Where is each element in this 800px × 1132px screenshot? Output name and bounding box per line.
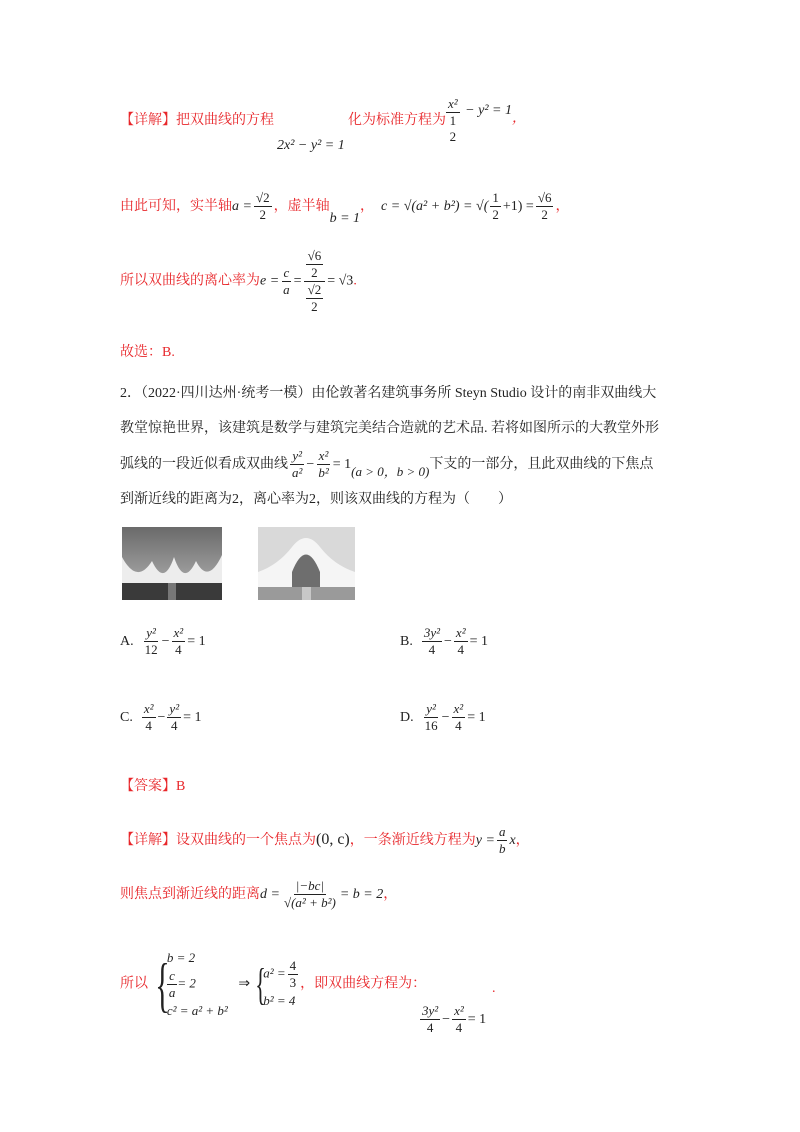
solution2-line-2: [120, 876, 397, 914]
rhs: = 2: [177, 975, 196, 991]
option-a[interactable]: A. $\frac{\text{y²}}{12}$ − $\frac{\text{x²}}{4}$ = 1: [120, 625, 206, 658]
c-plus: +1) =: [502, 199, 534, 214]
text: ，虚半轴: [273, 199, 330, 214]
rhs: = 1: [187, 634, 206, 649]
denominator: 12: [144, 642, 158, 658]
left-brace: {: [155, 951, 170, 1018]
text: 下支的一部分，且此双曲线的下焦点: [429, 457, 654, 472]
denominator: b: [498, 841, 506, 857]
text: ，即双曲线方程为：: [300, 976, 427, 992]
comma: ，: [360, 199, 375, 214]
numerator: c: [169, 968, 175, 983]
e-eq: e =: [260, 273, 280, 289]
rhs: = 1: [469, 634, 488, 649]
text: 把双曲线的方程: [176, 113, 274, 128]
numerator: 3y²: [423, 625, 441, 641]
choice-line: 故选：B.: [120, 345, 175, 360]
solution-line-2: [120, 188, 569, 226]
denominator: 4: [426, 1020, 434, 1036]
text: 弧线的一段近似看成双曲线: [120, 457, 288, 472]
solution2-line-3: [120, 948, 426, 1021]
denominator: a: [168, 985, 176, 1000]
numerator: √6: [537, 190, 552, 206]
numerator: y²: [292, 448, 303, 464]
question-line-4: 到渐近线的距离为2，离心率为2，则该双曲线的方程为（ ）: [120, 492, 512, 507]
numerator: c: [283, 265, 290, 280]
solution2-line-1: [120, 822, 530, 859]
numerator: y²: [146, 625, 156, 641]
y-eq: y =: [475, 833, 495, 848]
x: x: [509, 833, 516, 848]
condition: (a > 0，b > 0): [351, 464, 430, 479]
equation-rest: − y² = 1: [465, 103, 512, 118]
denominator: 4: [145, 718, 152, 734]
equation-original: 2x² − y² = 1: [277, 138, 345, 153]
text: ，一条渐近线方程为: [349, 833, 476, 848]
comma: ，: [511, 111, 526, 126]
answer-line: [120, 778, 185, 796]
denominator: 2: [259, 207, 267, 223]
numerator: 4: [289, 958, 297, 973]
denominator: 3: [289, 975, 297, 990]
denominator: a²: [292, 465, 303, 481]
denominator: 16: [424, 718, 438, 734]
result: = √3: [327, 273, 354, 289]
numerator: |−bc|: [295, 878, 324, 894]
denominator: 4: [455, 718, 462, 734]
text: 所以双曲线的离心率为: [120, 273, 260, 289]
numerator: x²: [318, 448, 329, 464]
denominator: 4: [175, 642, 182, 658]
denominator: √(a² + b²): [283, 895, 336, 911]
rhs: = 1: [467, 1012, 487, 1027]
option-label: D.: [400, 710, 414, 725]
denominator: b²: [318, 465, 329, 481]
answer-label: 【答案】: [120, 779, 176, 794]
detail-label: 【详解】: [120, 113, 176, 128]
denominator: 2: [492, 207, 499, 223]
numerator: √2: [307, 282, 322, 297]
text: 所以: [120, 976, 148, 992]
cathedral-photo-arch: [258, 527, 355, 600]
numerator: y²: [169, 701, 180, 717]
denominator-2: 2: [449, 129, 457, 144]
final-equation: [418, 1000, 486, 1040]
option-b[interactable]: B. $\frac{\text{3y²}}{4}$ − $\frac{\text{x²}}{4}$ = 1: [400, 625, 488, 658]
numerator: x²: [453, 701, 464, 717]
numerator: a: [498, 824, 506, 840]
lhs: a² =: [263, 965, 286, 981]
denominator: 2: [311, 265, 318, 280]
cathedral-photo-exterior: [122, 527, 222, 600]
option-label: A.: [120, 634, 134, 649]
numerator: x²: [173, 625, 184, 641]
question-line-3: [120, 446, 653, 483]
text: 设双曲线的一个焦点为: [176, 833, 316, 848]
c-eq: c = √(a² + b²) = √(: [381, 199, 489, 214]
numerator: 3y²: [422, 1003, 439, 1019]
rhs: = 1: [467, 710, 486, 725]
option-d[interactable]: D. $\frac{\text{y²}}{16}$ − $\frac{\text{x²}}{4}$ = 1: [400, 701, 486, 734]
system-eq-3: c² = a² + b²: [166, 1003, 228, 1018]
denominator: 4: [455, 1020, 463, 1036]
implies: ⇒: [238, 976, 251, 992]
minus: −: [306, 457, 315, 472]
denominator: 2: [541, 207, 548, 223]
option-label: B.: [400, 634, 413, 649]
numerator: x²: [455, 625, 466, 641]
comma: ，: [555, 199, 570, 214]
comma: ，: [515, 833, 530, 848]
a-eq: a =: [232, 199, 252, 214]
numerator: √2: [255, 190, 270, 206]
denominator: 4: [428, 642, 436, 658]
text: 化为标准方程为: [348, 113, 446, 128]
question-line-2: 教堂惊艳世界，该建筑是数学与建筑完美结合造就的艺术品. 若将如图所示的大教堂外形: [120, 421, 659, 436]
b-eq: b = 1: [329, 211, 361, 226]
minus: −: [442, 1012, 451, 1027]
denominator: 4: [457, 642, 464, 658]
denominator: a: [283, 282, 290, 297]
rest: = b = 2: [339, 887, 384, 902]
numerator: 1: [492, 190, 499, 206]
focus-point: (0, c): [316, 831, 350, 848]
period: .: [353, 273, 357, 289]
rhs: = 1: [183, 710, 202, 725]
numerator: x²: [143, 701, 154, 717]
option-c[interactable]: C. $\frac{\text{x²}}{4}$ − $\frac{\text{y²}}{4}$ = 1: [120, 701, 202, 734]
answer-value: B: [176, 779, 186, 794]
equals: =: [293, 273, 302, 289]
detail-label: 【详解】: [120, 833, 176, 848]
result-eq-2: b² = 4: [263, 993, 296, 1008]
standard-equation: [444, 96, 526, 145]
numerator: √6: [307, 248, 322, 263]
comma: ，: [383, 887, 398, 902]
solution-line-1: [120, 112, 274, 130]
text: 则焦点到渐近线的距离: [120, 887, 260, 902]
d-eq: d =: [260, 887, 280, 902]
denominator: 1: [449, 113, 457, 128]
numerator: x²: [454, 1003, 464, 1019]
system-eq-1: b = 2: [166, 950, 196, 965]
denominator: 4: [171, 718, 178, 734]
rhs: = 1: [332, 457, 352, 472]
text: 由此可知，实半轴: [120, 199, 232, 214]
option-label: C.: [120, 710, 133, 725]
denominator: 2: [311, 299, 318, 314]
period: .: [492, 981, 496, 996]
solution-line-3: [120, 248, 357, 315]
numerator: x²: [448, 96, 458, 111]
numerator: y²: [426, 701, 436, 717]
question-line-1: 2．（2022·四川达州·统考一模）由伦敦著名建筑事务所 Steyn Studio 设计的南非双曲线大: [120, 386, 657, 401]
left-brace: {: [255, 959, 266, 1009]
